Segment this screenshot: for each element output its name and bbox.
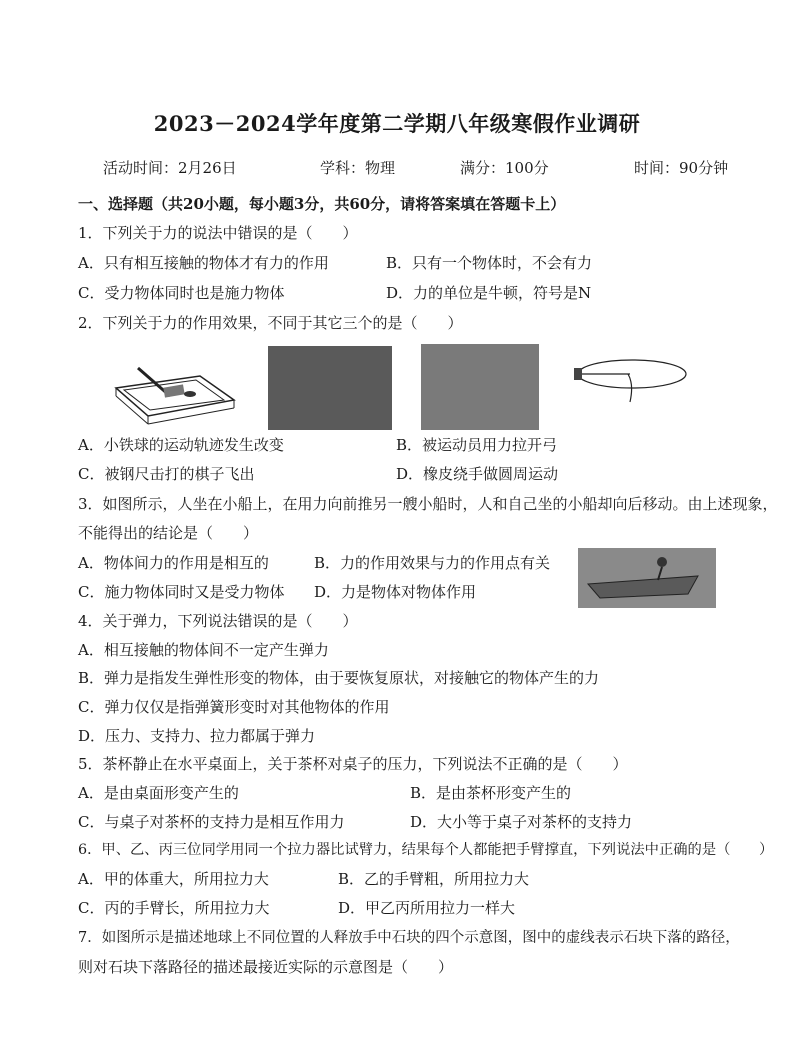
info-date: 活动时间：2月26日 bbox=[103, 159, 237, 177]
boat-sketch bbox=[578, 548, 716, 608]
q6-stem: 6．甲、乙、丙三位同学用同一个拉力器比试臂力，结果每个人都能把手臂撑直，下列说法中正确的是（ ） bbox=[78, 842, 774, 858]
q2-option-b: B．被运动员用力拉开弓 bbox=[396, 436, 558, 454]
boat-photo bbox=[578, 548, 716, 608]
info-time: 时间：90分钟 bbox=[634, 159, 729, 177]
q1-option-b: B．只有一个物体时，不会有力 bbox=[386, 254, 593, 272]
archery-photo bbox=[268, 346, 392, 430]
eraser-circle-figure bbox=[570, 352, 688, 412]
q5-option-c: C．与桌子对茶杯的支持力是相互作用力 bbox=[78, 813, 345, 831]
q1-option-a: A．只有相互接触的物体才有力的作用 bbox=[78, 254, 329, 272]
q3-option-c: C．施力物体同时又是受力物体 bbox=[78, 583, 285, 601]
q2-option-c: C．被钢尺击打的棋子飞出 bbox=[78, 465, 255, 483]
exam-title: 2023－2024学年度第二学期八年级寒假作业调研 bbox=[153, 111, 641, 136]
q1-option-c: C．受力物体同时也是施力物体 bbox=[78, 284, 285, 302]
q1-stem: 1．下列关于力的说法中错误的是（ ） bbox=[78, 224, 358, 242]
q4-option-c: C．弹力仅仅是指弹簧形变时对其他物体的作用 bbox=[78, 698, 390, 716]
q6-option-a: A．甲的体重大，所用拉力大 bbox=[78, 870, 269, 888]
q3-stem-line2: 不能得出的结论是（ ） bbox=[78, 524, 259, 542]
q5-option-d: D．大小等于桌子对茶杯的支持力 bbox=[410, 813, 633, 831]
q4-option-a: A．相互接触的物体间不一定产生弹力 bbox=[78, 641, 329, 659]
q5-stem: 5．茶杯静止在水平桌面上，关于茶杯对桌子的压力，下列说法不正确的是（ ） bbox=[78, 755, 628, 773]
q6-option-b: B．乙的手臂粗，所用拉力大 bbox=[338, 870, 530, 888]
q7-stem-line2: 则对石块下落路径的描述最接近实际的示意图是（ ） bbox=[78, 958, 454, 976]
q4-option-d: D．压力、支持力、拉力都属于弹力 bbox=[78, 727, 316, 745]
iron-ball-photo bbox=[421, 344, 539, 430]
q2-stem: 2．下列关于力的作用效果，不同于其它三个的是（ ） bbox=[78, 314, 463, 332]
q1-option-d: D．力的单位是牛顿，符号是N bbox=[386, 284, 592, 302]
q5-option-b: B．是由茶杯形变产生的 bbox=[410, 784, 572, 802]
info-subject: 学科：物理 bbox=[320, 159, 396, 177]
info-score: 满分：100分 bbox=[460, 159, 549, 177]
q3-option-d: D．力是物体对物体作用 bbox=[314, 583, 477, 601]
q4-option-b: B．弹力是指发生弹性形变的物体，由于要恢复原状，对接触它的物体产生的力 bbox=[78, 669, 600, 687]
q3-stem-line1: 3．如图所示，人坐在小船上，在用力向前推另一艘小船时，人和自己坐的小船却向后移动。由上述现象， bbox=[78, 495, 778, 513]
section-heading: 一、选择题（共20小题，每小题3分，共60分，请将答案填在答题卡上） bbox=[78, 195, 566, 213]
chess-board-figure bbox=[108, 348, 240, 430]
q3-option-b: B．力的作用效果与力的作用点有关 bbox=[314, 554, 551, 572]
q2-option-d: D．橡皮绕手做圆周运动 bbox=[396, 465, 559, 483]
q3-option-a: A．物体间力的作用是相互的 bbox=[78, 554, 269, 572]
q2-option-a: A．小铁球的运动轨迹发生改变 bbox=[78, 436, 284, 454]
q5-option-a: A．是由桌面形变产生的 bbox=[78, 784, 239, 802]
q4-stem: 4．关于弹力，下列说法错误的是（ ） bbox=[78, 612, 358, 630]
q7-stem-line1: 7．如图所示是描述地球上不同位置的人释放手中石块的四个示意图，图中的虚线表示石块下落的路径， bbox=[78, 930, 740, 946]
q6-option-d: D．甲乙丙所用拉力一样大 bbox=[338, 899, 516, 917]
q6-option-c: C．丙的手臂长，所用拉力大 bbox=[78, 899, 270, 917]
